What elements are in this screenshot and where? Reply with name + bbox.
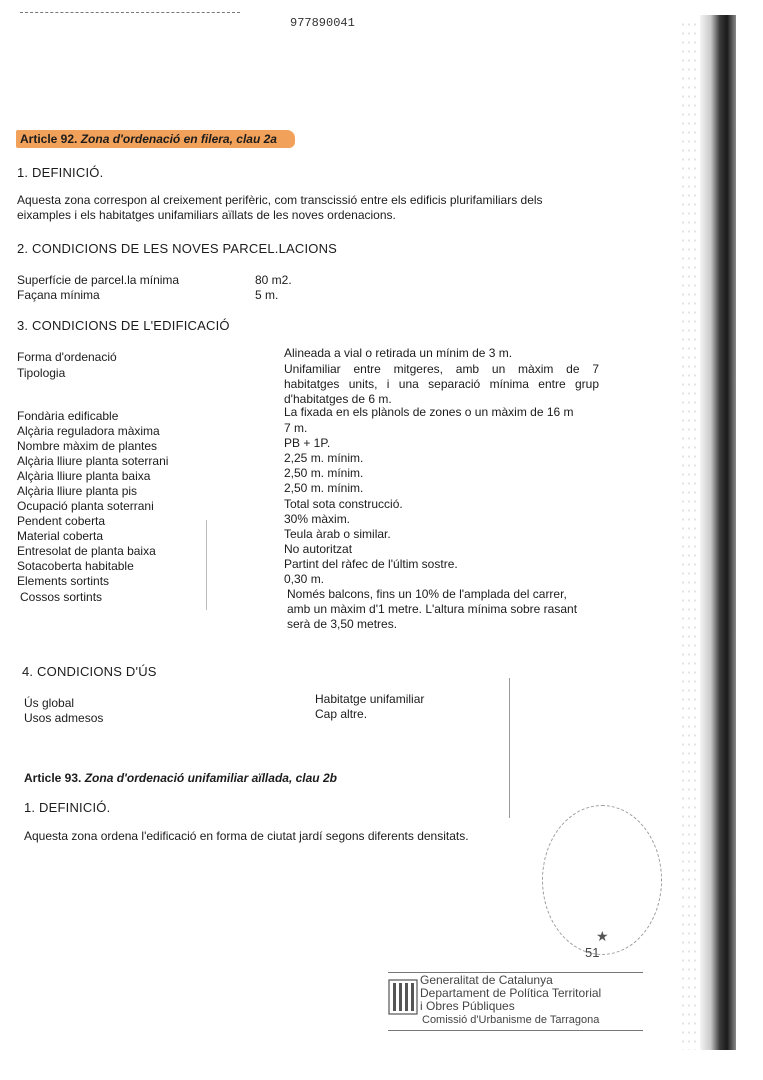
edif-row-label: Alçària lliure planta pis [17,484,138,498]
cossos-line-1: Només balcons, fins un 10% de l'amplada del carrer, [287,587,567,601]
tipologia-line-1: Unifamiliar entre mitgeres, amb un màxim de 7 [284,362,599,376]
parcel-row-label: Façana mínima [17,288,100,302]
section-us-title: 4. CONDICIONS D'ÚS [22,664,157,679]
edif-row-value: No autoritzat [284,542,353,556]
edif-row-label: Cossos sortints [20,590,103,604]
edif-row-label: Tipologia [17,366,66,380]
edif-row-value: Partint del ràfec de l'últim sostre. [284,557,458,571]
parcel-row-value: 5 m. [255,288,279,302]
article-93-number: Article 93. [24,771,82,785]
scan-line [206,520,207,610]
us-row-value: Habitatge unifamiliar [315,692,425,706]
article-92-heading [16,130,295,148]
seal-bottom-rule [388,1030,643,1031]
article-93-definicio-line: Aquesta zona ordena l'edificació en forma de ciutat jardí segons diferents densitats. [24,829,469,843]
us-row-label: Usos admesos [24,711,104,725]
edif-row-value: 2,50 m. mínim. [284,466,364,480]
cossos-line-3: serà de 3,50 metres. [287,617,398,631]
us-row-label: Ús global [24,696,75,710]
edif-row-value: 2,50 m. mínim. [284,481,364,495]
tipologia-line-2: habitatges units, i una separació mínima entre grup [284,377,599,391]
edif-row-value: La fixada en els plànols de zones o un màxim de 16 m [284,405,574,419]
parcel-row-label: Superfície de parcel.la mínima [17,273,180,287]
article-93-heading [24,771,337,785]
seal-line-4: Comissió d'Urbanisme de Tarragona [422,1014,600,1026]
edif-row-value: 0,30 m. [284,572,325,586]
cossos-line-2: amb un màxim d'1 metre. L'altura mínima sobre rasant [287,602,578,616]
edif-row-value: 30% màxim. [284,512,351,526]
edif-row-value: 2,25 m. mínim. [284,451,364,465]
edif-row-label: Entresolat de planta baixa [17,544,156,558]
us-row-value: Cap altre. [315,707,368,721]
edif-row-label: Nombre màxim de plantes [17,439,158,453]
tipologia-line-3: d'habitatges de 6 m. [284,392,392,406]
scan-edge-noise [680,20,698,1050]
scan-header-rule [20,12,240,14]
edif-row-label: Sotacoberta habitable [17,559,134,573]
edif-row-label: Elements sortints [17,574,110,588]
parcel-row-value: 80 m2. [255,273,292,287]
definicio-line-2: eixamples i els habitatges unifamiliars aïllats de les noves ordenacions. [17,208,396,222]
definicio-line-1: Aquesta zona correspon al creixement perifèric, com transcissió entre els edificis plurifamiliars dels [17,193,543,207]
section-parcelacions-title: 2. CONDICIONS DE LES NOVES PARCEL.LACIONS [17,241,338,256]
edif-row-value: Total sota construcció. [284,497,403,511]
article-93-title: Zona d'ordenació unifamiliar aïllada, clau 2b [84,771,337,785]
article-92-title: Zona d'ordenació en filera, clau 2a [80,132,277,146]
seal-line-2: Departament de Política Territorial [420,986,602,1000]
fax-header-number: 977890041 [290,16,355,30]
seal-line-1: Generalitat de Catalunya [420,973,553,987]
edif-row-value: 7 m. [284,421,308,435]
edif-row-label: Ocupació planta soterrani [17,499,154,513]
edif-row-label: Forma d'ordenació [17,350,117,364]
star-icon: ★ [596,928,609,944]
article-93-definicio-title: 1. DEFINICIÓ. [24,800,111,815]
section-edificacio-title: 3. CONDICIONS DE L'EDIFICACIÓ [17,318,230,333]
edif-row-value: Alineada a vial o retirada un mínim de 3 m. [284,346,513,360]
article-92-number: Article 92. [20,132,78,146]
edif-row-label: Fondària edificable [17,409,119,423]
edif-row-label: Alçària lliure planta soterrani [17,454,169,468]
edif-row-label: Pendent coberta [17,514,106,528]
stamp-page-number: 51 [585,945,600,960]
section-definicio-title: 1. DEFINICIÓ. [17,165,104,180]
edif-row-label: Alçària lliure planta baixa [17,469,151,483]
scan-line [509,678,510,818]
generalitat-logo-icon [388,978,418,1018]
scan-edge-shadow [700,15,736,1050]
seal-line-3: i Obres Públiques [420,999,515,1013]
edif-row-value: Teula àrab o similar. [284,527,391,541]
edif-row-label: Alçària reguladora màxima [17,424,160,438]
edif-row-label: Material coberta [17,529,104,543]
edif-row-value: PB + 1P. [284,436,331,450]
